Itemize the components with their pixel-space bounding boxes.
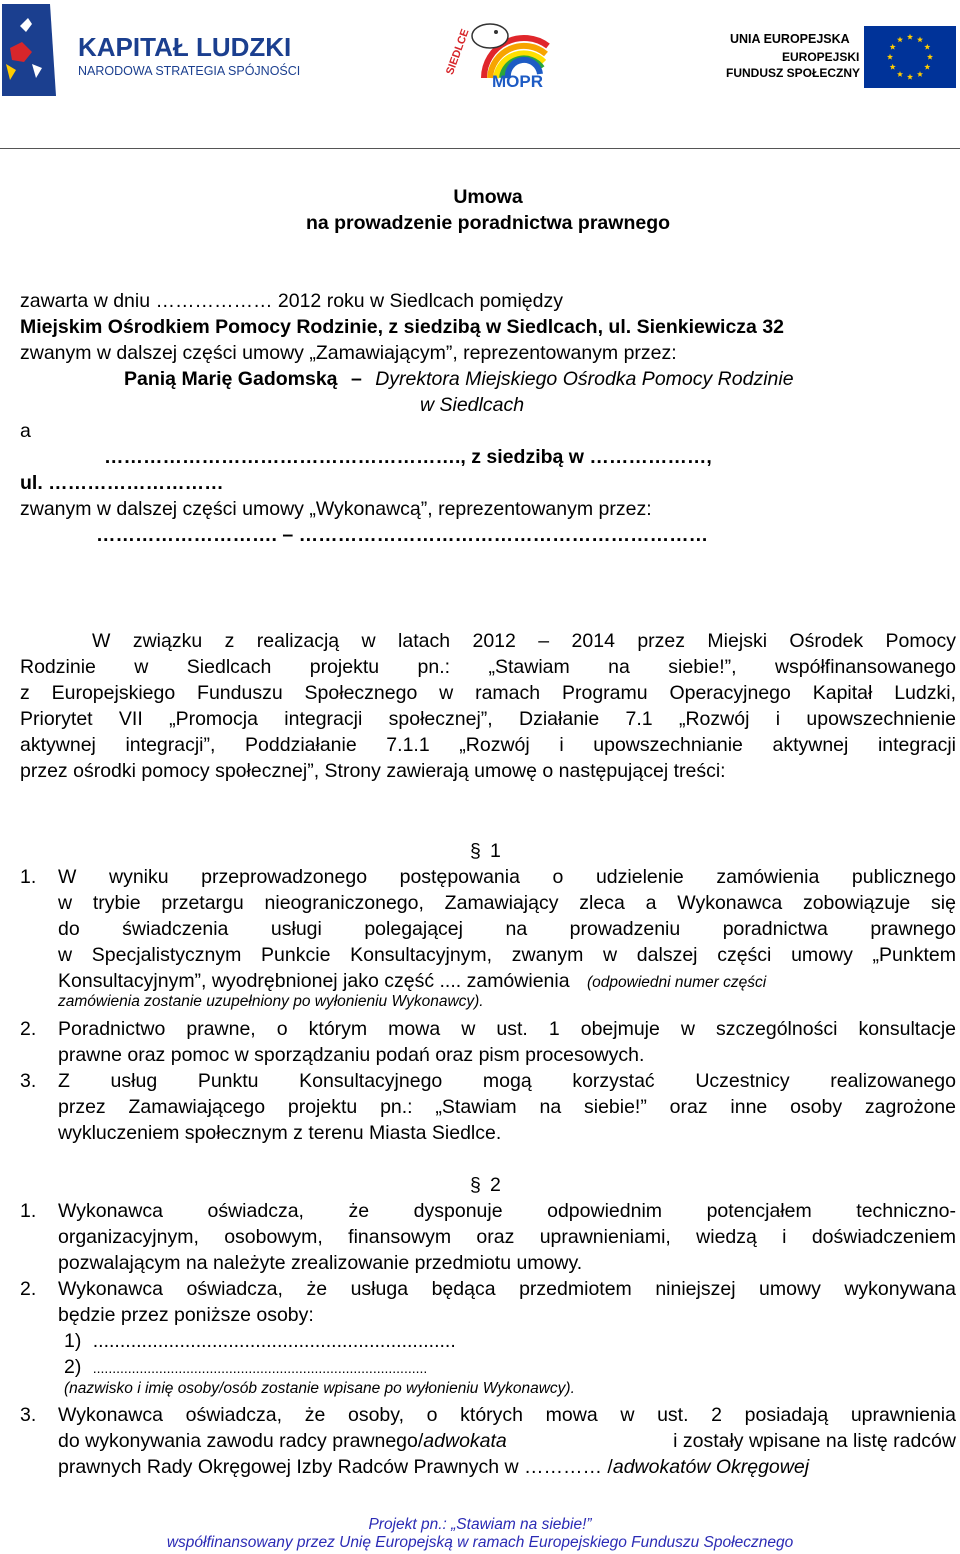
s1-p1-note-b: zamówienia zostanie uzupełniony po wyłonieniu Wykonawcy). bbox=[58, 993, 484, 1010]
representative-name: Panią Marię Gadomską bbox=[124, 368, 338, 390]
representative-dash: – bbox=[350, 368, 362, 390]
s2-p1-line1: Wykonawca oświadcza, że dysponuje odpowiednim potencjałem techniczno- bbox=[58, 1200, 956, 1222]
s2-p2-line2: będzie przez poniższe osoby: bbox=[58, 1304, 314, 1326]
ue-line3: FUNDUSZ SPOŁECZNY bbox=[726, 66, 861, 80]
preamble-line4: Priorytet VII „Promocja integracji społecznej”, Działanie 7.1 „Rozwój i upowszechnienie bbox=[20, 708, 956, 730]
s1-p1-line4: w Specjalistycznym Punkcie Konsultacyjnym, zwanym w dalszej części umowy „Punktem bbox=[58, 944, 956, 966]
s2-p3-line2-tail: i zostały wpisane na listę radców bbox=[667, 1430, 956, 1452]
intro-line6: a bbox=[20, 420, 31, 442]
s1-p1-last-text: Konsultacyjnym”, wyodrębnionej jako część .... zamówienia bbox=[58, 970, 570, 992]
list-placeholder: ...................................................................................... bbox=[92, 1360, 428, 1376]
intro-line7: ………………………………………………., z siedzibą w ………………, bbox=[104, 446, 712, 468]
intro-line4 bbox=[124, 366, 794, 392]
logo-unia-europejska bbox=[720, 26, 960, 90]
s2-p1-line3: pozwalającym na należyte zrealizowanie przedmiotu umowy. bbox=[58, 1252, 583, 1274]
title-line2: na prowadzenie poradnictwa prawnego bbox=[305, 212, 671, 234]
s1-p1-line1: W wyniku przeprowadzonego postępowania o udzielenie zamówienia publicznego bbox=[58, 866, 956, 888]
s1-p3-line2: przez Zamawiającego projektu pn.: „Stawiam na siebie!” oraz inne osoby zagrożone bbox=[58, 1096, 956, 1118]
s2-p3-line3-italic: adwokatów Okręgowej bbox=[612, 1456, 810, 1478]
preamble-line1: W związku z realizacją w latach 2012 – 2014 przez Miejski Ośrodek Pomocy bbox=[92, 630, 956, 652]
document-title bbox=[0, 184, 960, 236]
footer-line2: współfinansowany przez Unię Europejską w ramach Europejskiego Funduszu Społecznego bbox=[166, 1534, 794, 1551]
section-sign-icon: § bbox=[470, 1174, 481, 1196]
intro-line8: ul. ……………………… bbox=[20, 472, 224, 494]
s1-p2-line1: Poradnictwo prawne, o którym mowa w ust. 1 obejmuje w szczególności konsultacje bbox=[58, 1018, 956, 1040]
s2-p1-line2: organizacyjnym, osobowym, finansowym oraz uprawnieniami, wiedzą i doświadczeniem bbox=[58, 1226, 956, 1248]
ue-line2: EUROPEJSKI bbox=[782, 50, 860, 64]
intro-line1: zawarta w dniu ……………… 2012 roku w Siedlcach pomiędzy bbox=[20, 290, 563, 312]
mopr-text: MOPR bbox=[492, 72, 543, 91]
section-sign-icon: § bbox=[470, 840, 481, 862]
section1-heading: § 1 bbox=[470, 840, 501, 862]
s1-p2-number: 2. bbox=[20, 1018, 37, 1040]
s2-p3-line3 bbox=[58, 1454, 809, 1480]
s1-p1-note-a: (odpowiedni numer części bbox=[586, 974, 767, 991]
s1-p3-number: 3. bbox=[20, 1070, 37, 1092]
s1-p1-number: 1. bbox=[20, 866, 37, 888]
s2-list-item-2 bbox=[64, 1354, 427, 1381]
title-line1: Umowa bbox=[453, 186, 523, 208]
s1-p3-line3: wykluczeniem społecznym z terenu Miasta Siedlce. bbox=[58, 1122, 502, 1144]
intro-line5: w Siedlcach bbox=[420, 394, 525, 416]
intro-line3: zwanym w dalszej części umowy „Zamawiającym”, reprezentowanym przez: bbox=[20, 342, 677, 364]
s2-p3-line1: Wykonawca oświadcza, że osoby, o których mowa w ust. 2 posiadają uprawnienia bbox=[58, 1404, 956, 1426]
s2-p3-number: 3. bbox=[20, 1404, 37, 1426]
header-divider bbox=[0, 148, 960, 149]
logo-mopr bbox=[440, 6, 550, 98]
s2-p3-line3-text: prawnych Rady Okręgowej Izby Radców Prawnych w ………… / bbox=[58, 1456, 613, 1478]
s1-p3-line1: Z usług Punktu Konsultacyjnego mogą korzystać Uczestnicy realizowanego bbox=[58, 1070, 956, 1092]
s2-p3-line2 bbox=[58, 1428, 956, 1454]
preamble-line3: z Europejskiego Funduszu Społecznego w ramach Programu Operacyjnego Kapitał Ludzki, bbox=[20, 682, 956, 704]
s2-p1-number: 1. bbox=[20, 1200, 37, 1222]
s2-list-item-1 bbox=[64, 1328, 456, 1354]
list-placeholder: ................................................................... bbox=[92, 1330, 456, 1352]
s2-p2-line1: Wykonawca oświadcza, że usługa będąca przedmiotem niniejszej umowy wykonywana bbox=[58, 1278, 956, 1300]
s2-list-note: (nazwisko i imię osoby/osób zostanie wpisane po wyłonieniu Wykonawcy). bbox=[64, 1380, 575, 1397]
logo-kapital-ludzki bbox=[0, 0, 300, 100]
preamble-line5: aktywnej integracji”, Poddziałanie 7.1.1 „Rozwój i upowszechnianie aktywnej integracji bbox=[20, 734, 956, 756]
intro-line9: zwanym w dalszej części umowy „Wykonawcą”, reprezentowanym przez: bbox=[20, 498, 652, 520]
kapital-ludzki-emblem-icon bbox=[2, 4, 62, 96]
section2-heading: § 2 bbox=[470, 1174, 501, 1196]
list-number: 2) bbox=[64, 1356, 82, 1378]
s1-p1-line2: w trybie przetargu nieograniczonego, Zamawiający zleca a Wykonawca zobowiązuje się bbox=[58, 892, 956, 914]
s2-p3-line2-lead: do wykonywania zawodu radcy prawnego/adwokata bbox=[58, 1430, 507, 1452]
ue-line1: UNIA EUROPEJSKA bbox=[730, 32, 850, 46]
mopr-city: SIEDLCE bbox=[444, 27, 472, 77]
intro-line2: Miejskim Ośrodkiem Pomocy Rodzinie, z siedzibą w Siedlcach, ul. Sienkiewicza 32 bbox=[20, 316, 785, 338]
list-number: 1) bbox=[64, 1330, 82, 1352]
s1-p2-line2: prawne oraz pomoc w sporządzaniu podań oraz pism procesowych. bbox=[58, 1044, 645, 1066]
footer-line1: Projekt pn.: „Stawiam na siebie!” bbox=[368, 1516, 592, 1533]
kl-title: KAPITAŁ LUDZKI bbox=[78, 32, 292, 62]
preamble-line6: przez ośrodki pomocy społecznej”, Strony zawierają umowę o następującej treści: bbox=[20, 760, 726, 782]
preamble-line2: Rodzinie w Siedlcach projektu pn.: „Stawiam na siebie!”, współfinansowanego bbox=[20, 656, 956, 678]
s1-p1-line3: do świadczenia usługi polegającej na prowadzeniu poradnictwa prawnego bbox=[58, 918, 956, 940]
representative-role: Dyrektora Miejskiego Ośrodka Pomocy Rodzinie bbox=[375, 368, 794, 390]
eu-flag-icon bbox=[864, 26, 956, 88]
s2-p2-number: 2. bbox=[20, 1278, 37, 1300]
kl-subtitle: NARODOWA STRATEGIA SPÓJNOŚCI bbox=[78, 64, 301, 78]
intro-line10: ………………………. – ……………………………………………………… bbox=[96, 524, 709, 546]
